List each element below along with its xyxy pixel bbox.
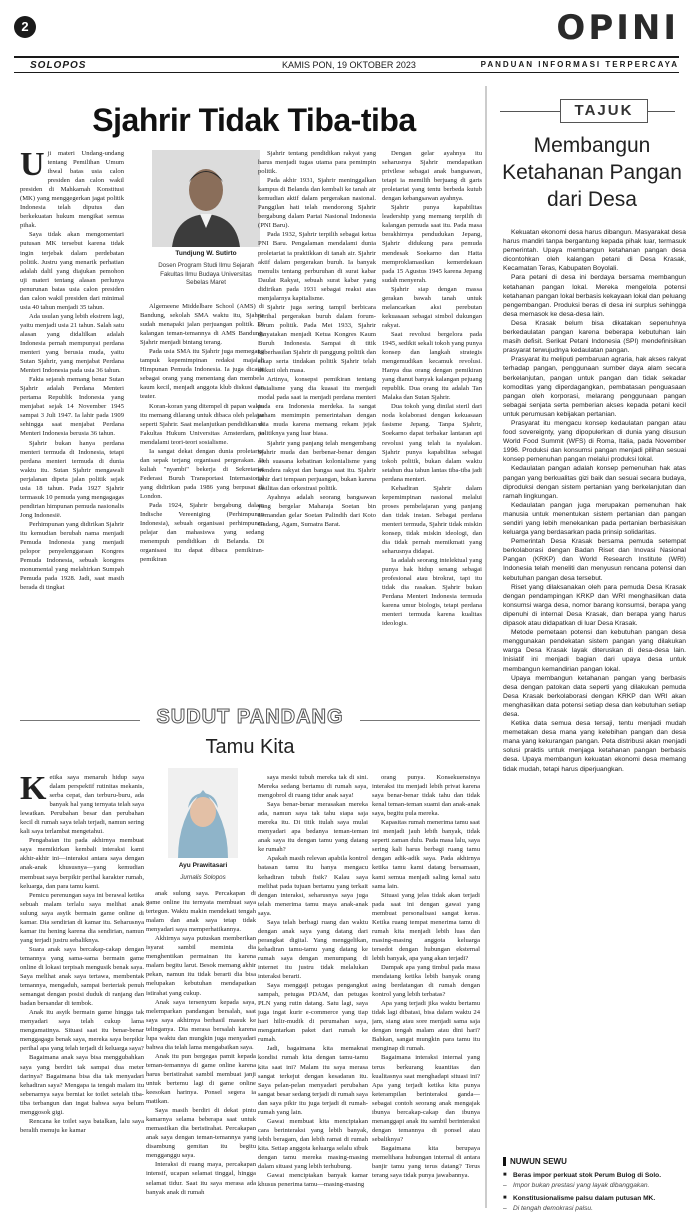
- paragraph: Pada 1924, Sjahrir bergabung dalam Indische Vereeniging (Perhimpunan Indonesia), sebuah organisasi perhimpunan pelajar dan mahasiswa yang sedang menempuh pendidikan di Belanda. Di organisasi itu dapat dibaca pemikiran-pemikiran: [140, 502, 264, 564]
- paragraph: Suara anak saya bercakap-cakap dengan temannya yang sama-sama bermain game online di lokasi terpisah mengusik benak saya. Saya melihat anak saya tertawa, membentak temannya, mengaduh, sampai berteriak penuh semangat dengan posisi duduk di ranjang dan badan bersandar di tembok.: [20, 945, 144, 1008]
- paragraph: Sjahrir juga sering tampil berbicara perihal pergerakan buruh dalam forum-forum politik. Pada Mei 1933, Sjahrir dinyatakan menjadi Ketua Kongres Kaum Buruh Indonesia. Sampai di titik keberhasilan Sjahrir di panggung politik dan sikap serta tindakan politik Sjahrir telah diikuti oleh masa.: [258, 303, 376, 375]
- paragraph: Saya telah berbagi ruang dan waktu dengan anak saya yang datang dari perangkat digital. Yang menggelikan, kehadiran tamu-tamu yang datang ke rumah saya dengan menumpang di internet itu justru tidak melalukan interaksi berarti.: [258, 918, 368, 981]
- paragraph: Ketika data semua desa tersaji, tentu menjadi mudah memetakan desa mana yang kelebihan pangan dan desa mana yang kekurangan pangan. Peta distribusi akan menjadi solusi praktis untuk menjaga ketahanan pangan berbasis desa. Upaya membangun kekuatan ekonomi desa memang tidak mudah, tetapi harus diperjuangkan.: [503, 720, 686, 773]
- nuwun-news-1: ■ Beras impor perkuat stok Perum Bulog di Solo.: [503, 1172, 683, 1179]
- paragraph: anak sulung saya. Percakapan di game online itu ternyata membuat saya tertegun. Waktu makin mendekati tengah malam dan anak saya tetap tidak menyadari saya memperhatikannya.: [146, 890, 256, 934]
- paragraph: Kedaulatan pangan juga merupakan pemenuhan hak manusia untuk menentukan sistem pertanian dan pangan sendiri yang lebih menekankan pada pertanian berbasiskan keluarga yang berdasarkan pada prinsip solidaritas.: [503, 501, 686, 537]
- opinion-column-2: [146, 889, 256, 1207]
- paragraph: Situasi yang jelas tidak akan terjadi pada saat ini dengan gawai yang membuat personalisasi sangat keras. Ketika ruang tempat menerima tamu di rumah kita menjadi lebih luas dan masing-masing anggota keluarga tersedot dengan hubungan eksternal lebih banyak, apa yang akan terjadi?: [372, 891, 480, 962]
- paragraph: Saya tidak akan mengomentari putusan MK tersebut karena tidak ingin terjebak dalam perdebatan politik. Justru yang menarik perhatian adalah dalil yang diajukan pemohon uji materi tentang alasan perlunya penurunan batas usia calon presiden dan calon wakil presiden dari minimal usia 40 tahun menjadi 35 tahun.: [20, 231, 124, 311]
- sudut-rule-right: [360, 720, 480, 721]
- paragraph: Prasyarat itu mengacu konsep kedaulatan pangan atau food sovereignty, yang dipopulerkan di dunia yang disusun World Food Summit (WFS) di Roma, Italia, pada November 1996. Produksi dan konsumsi pangan menjadi pilihan sesuai konsep pemenuhan pangan melalui produksi lokal.: [503, 419, 686, 464]
- drop-cap: K: [20, 773, 47, 807]
- page-header: [0, 0, 693, 70]
- paragraph: Anak itu pun bergegas pamit kepada teman-temannya di game online karena harus beristirahat sambil membuat janji untuk bertemu lagi di game online keesokan harinya. Ponsel segera ia matikan.: [146, 1052, 256, 1106]
- paragraph: Bagaimana interaksi internal yang terus berkurang kuantitas dan kualitasnya saat menghadapi situasi ini? Apa yang terjadi ketika kita punya keterampilan berinteraksi ganda—sebagai contoh seorang anak mengajak ibunya bercakap-cakap dan ibunya menanggapi anak itu sambil berinteraksi dengan temannya di ponsel atau sebaliknya?: [372, 1054, 480, 1143]
- paragraph: Gawai membuat kita menciptakan cara berinteraksi yang lebih banyak, lebih beragam, dan lebih ramai di rumah kita. Setiap anggota keluarga selalu sibuk dengan tamu mereka masing-masing dalam situasi yang lebih terhubung.: [258, 1117, 368, 1171]
- paragraph: Gawai menciptakan banyak kamar khusus penerima tamu—masing-masing: [258, 1172, 368, 1189]
- paragraph: Pada usia SMA itu Sjahrir juga memegang tampuk kepemimpinan redaksi majalah Himpunan Pemuda Indonesia. Ia juga dicatat sebagai orang yang menentang dan membela kaum kecil, menjadi anggota klub diskusi dan teater.: [140, 348, 264, 401]
- paragraph: Ayahnya adalah seorang bangsawan yang bergelar Maharaja Soetan bin Lemandan gelar Soetan Palindih dari Koto Gadang, Agam, Sumatra Barat.: [258, 493, 376, 528]
- tajuk-label: TAJUK: [560, 99, 648, 123]
- paragraph: Riset yang dilaksanakan oleh para pemuda Desa Krasak dengan pendampingan KRKP dan WRI menghasilkan data konsumsi warga desa, nomor barang konsumsi, berapa yang dipenuhi di internal Desa Krasak, dan berapa yang harus dipasok atau didapatkan di luar Desa Krasak.: [503, 583, 686, 628]
- paragraph: Pemicu perenungan saya ini berawal ketika sebuah malam terlalu saya melihat anak sulung saya asyik bermain game online di kamar. Dia sendirian di kamar itu. Seharusnya kamar itu hening karena dia sendirian, namun yang terjadi justru sebaliknya.: [20, 891, 144, 944]
- columnist-name: Ayu Prawitasari: [178, 862, 228, 869]
- opinion-column-3: [258, 773, 368, 1207]
- paragraph: Pada 1932, Sjahrir terpilih sebagai ketua PNI Baru. Pengalaman mendalami dunia proletariat ia praktikkan di tanah air. Sjahrir aktif dalam pergerakan buruh. Ia banyak menulis tentang perburuhan di surat kabar Daulat Rakyat, sebuah surat kabar yang didirikan pada 1931 sebagai reaksi atas menjalarnya kapitalisme.: [258, 231, 376, 302]
- article-column-1: [20, 149, 124, 666]
- newspaper-logo: SOLOPOS: [30, 60, 87, 71]
- columnist-photo: [168, 768, 238, 858]
- paragraph: saya meski tubuh mereka tak di sini. Mereka sedang bertamu di rumah saya, mengobrol di ruang tidur anak saya!: [258, 774, 368, 800]
- section-title: OPINI: [556, 8, 679, 48]
- paragraph: Akhirnya saya putuskan memberikan isyarat sambil meminta dia menghentikan permainan itu karena malam begitu larut. Besok memang akhir pekan, namun itu tidak berarti dia bisa melupakan kebutuhan mendapatkan istirahat yang cukup.: [146, 935, 256, 997]
- columnist-portrait-icon: [168, 768, 238, 858]
- drop-cap: U: [20, 149, 45, 183]
- paragraph: Kapasitas rumah menerima tamu saat ini menjadi jauh lebih banyak, tidak seperti zaman dulu. Pada masa lalu, saya sering kali harus berbagi ruang tamu dengan adik-adik saya. Pada akhirnya ketika tamu kami datang bersamaan, kami semua menjadi saling kenal satu sama lain.: [372, 819, 480, 890]
- sidebar-divider: [485, 86, 487, 1208]
- header-rule-top: [14, 56, 679, 58]
- article-column-4: [382, 149, 482, 666]
- paragraph: Para petani di desa ini berdaya bersama membangun ketahanan pangan lokal. Mereka mengelola potensi ketahanan pangan lokal berbasis kekayaan lokal dan peluang pengembangan. Produksi beras di desa ini surplus sehingga desa memasok ke desa-desa lain.: [503, 274, 686, 318]
- paragraph: Metode pemetaan potensi dan kebutuhan pangan desa menggunakan pendekatan sistem pangan yang dilakukan warga Desa Krasak layak diteruskan di desa-desa lain. Inisiatif ini menjadi bagian dari upaya desa untuk membangun kemandirian pangan lokal.: [503, 629, 686, 673]
- editorial-body: [503, 228, 686, 1173]
- paragraph: Algemeene Middelbare School (AMS) di Bandung, sekolah SMA waktu itu, Sjahrir sudah menapaki jalan perjuangan politik. Di kalangan teman-temannya di AMS Bandung, Sjahrir menjadi bintang terang.: [140, 303, 264, 347]
- paragraph: Upaya membangun ketahanan pangan yang berbasis desa dengan patokan data seperti yang dilakukan pemuda Desa Krasak berkolaborasi dengan KRKP dan WRI akan menghasilkan data potensi setiap desa dan kebutuhan setiap desa.: [503, 674, 686, 718]
- paragraph: Fakta sejarah memang benar Sutan Sjahrir adalah Perdana Menteri pertama Republik Indonesia yang menjabat sejak 14 November 1945 sampai 3 Juli 1947. Ia lahir pada 1909 sehingga saat menjabat Perdana Menteri Indonesia berusia 36 tahun.: [20, 376, 124, 438]
- paragraph: Prasyarat itu meliputi pembaruan agraria, hak akses rakyat terhadap pangan, penggunaan sumber daya alam secara berkelanjutan, pangan untuk pangan dan tidak sekadar komoditas yang diperdagangkan, pembatasan penguasaan pangan oleh korporasi, melarang penggunaan pangan sebagai senjata serta pemberian akses kepada petani kecil untuk perumusan kebijakan pertanian.: [503, 356, 686, 418]
- paragraph: etika saya menaruh hidup saya dalam perspektif rutinitas mekanis, serba cepat, dan terburu-buru, ada banyak hal yang ternyata telah saya lewatkan. Perubahan besar dan perubahan kecil di rumah saya telah terjadi, namun sering kali saya terlambat mengetahui.: [20, 774, 144, 836]
- paragraph: Pada akhir 1931, Sjahrir meninggalkan kampus di Belanda dan kembali ke tanah air kemudian aktif dalam pergerakan nasional. Panggilan hati telah mendorong Sjahrir bergabung dalam Partai Nasional Indonesia (PNI Baru).: [258, 177, 376, 230]
- article-column-3: [258, 149, 376, 666]
- paragraph: Kedaulatan pangan adalah konsep pemenuhan hak atas pangan yang berkualitas gizi baik dan sesuai secara budaya, diproduksi dengan sistem pertanian yang berkelanjutan dan ramah lingkungan.: [503, 465, 686, 500]
- paragraph: orang punya. Konsekuensinya interaksi itu menjadi lebih privat karena saya benar-benar tidak tahu dan tidak kenal teman-teman suami dan anak-anak saya, begitu pula mereka.: [372, 774, 480, 818]
- paragraph: Saat revolusi bergelora pada 1945, sedikit sekali tokoh yang punya konsep dan langkah strategis mengemudikan kecamuk revolusi. Hanya dua orang dengan pemikiran yang dianut banyak kalangan pejuang republik. Dua orang itu adalah Tan Malaka dan Sutan Sjahrir.: [382, 330, 482, 402]
- author-role: Dosen Program Studi Ilmu Sejarah Fakultas Ilmu Budaya Universitas Sebelas Maret: [158, 262, 254, 286]
- paragraph: Dampak apa yang timbul pada masa mendatang ketika lebih banyak orang asing berdatangan di rumah dengan kontrol yang lebih terbatas?: [372, 963, 480, 999]
- paragraph: Desa Krasak belum bisa dikatakan sepenuhnya berkedaulatan pangan karena beberapa kebutuhan lain masih defisit. Serikat Petani Indonesia (SPI) mendefinisikan prasyarat terwujudnya kedaulatan pangan.: [503, 319, 686, 355]
- paragraph: Ia sangat dekat dengan dunia proletariat dan sepak terjang organisasi pergerakan. Ia kuliah "nyambi" bekerja di Sekretariat Federasi Buruh Transportasi Internasional yang didirikan pada 1986 yang berpusat di London.: [140, 447, 264, 500]
- section-label: SUDUT PANDANG: [156, 706, 344, 728]
- paragraph: Anak itu asyik bermain game hingga tak menyadari saya telah cukup lama mengamatinya. Situasi saat itu benar-benar menggagagu benak saya, mereka saya berpikir perihal apa yang telah terjadi di keluarga saya?: [20, 1009, 144, 1053]
- header-rule-bottom: [14, 72, 679, 73]
- author-portrait-icon: [152, 150, 260, 247]
- paragraph: Sjahrir siap dengan massa gerakan bawah tanah untuk melancarkan aksi perebutan kekuasaan sebagai simbol dukungan rakyat.: [382, 285, 482, 329]
- paragraph: Koran-koran yang ditempel di papan waktu itu memang dilarang untuk dibaca oleh pelajar seperti Sjahrir. Saat melanjutkan pendidikan di Fakultas Hukum Universitas Amsterdam, ia mendalami teori-teori sosialisme.: [140, 402, 264, 446]
- paragraph: Saya masih berdiri di dekat pintu kamarnya selama beberapa saat untuk memastikan dia beristirahat. Percakapan anak saya dengan teman-temannya yang disambung gemitan itu begitu mengganggu saya.: [146, 1107, 256, 1160]
- paragraph: Bagaimana anak saya bisa menggubahkan saya yang berdiri tak sampai dua meter darinya? Bagaimana bisa dia tak menyadari kehadiran saya? Mengapa ia tengah malam itu sebenarnya saya berniat ke toilet setelah tiba-tiba terbangun dan ingat bahwa saya belum menggosok gigi.: [20, 1054, 144, 1116]
- opinion-column-1: [20, 773, 144, 1203]
- paragraph: Interaksi di ruang maya, percakapan intensif, ucapan selamat tinggal, hingga selamat tidur. Saat itu saya merasa ada banyak anak di rumah: [146, 1161, 256, 1196]
- paragraph: Dengan gelar ayahnya itu seharusnya Sjahrir mendapatkan privilese sebagai anak bangsawan, tetapi ia memilih berjuang di garis proletariat yang tentu berbeda kutub dengan kebangsawan ayahnya.: [382, 150, 482, 203]
- paragraph: Ia adalah seorang intelektual yang punya hak hidup senang sebagai profesional atau birokrat, tapi itu tidak dia rasakan. Sjahrir bukan Perdana Menteri Indonesia termuda karena umur biologis, tetapi perdana menteri termuda karena kualitas ideologis.: [382, 557, 482, 628]
- tagline: PANDUAN INFORMASI TERPERCAYA: [480, 60, 679, 69]
- article-column-2: [140, 302, 264, 666]
- paragraph: Perhimpunan yang didirikan Sjahrir itu kemudian berubah nama menjadi Pemuda Indonesia yang menjadi pelopor penyelenggaraan Kongres Pemuda Indonesia, sebuah kongres monumental yang melahirkan Sumpah Pemuda pada 1928. Jadi, saat masih berada di tingkat: [20, 520, 124, 592]
- issue-date: KAMIS PON, 19 OKTOBER 2023: [282, 60, 416, 70]
- paragraph: Sjahrir yang panjang telah mengembang Sjahrir muda dan berbenar-benar dengan oleh suasana kebatinan kolonialisme yang mendera rakyat dan bangsa saat itu. Sjahrir lahir dari tempaan perjuangan, bukan karena fasilitas dan orkestrasi politik.: [258, 439, 376, 492]
- editorial-title: Membangun Ketahanan Pangan dari Desa: [502, 134, 682, 211]
- nuwun-remark-1: – Impor bukan prestasi yang layak dibanggakan.: [513, 1182, 683, 1189]
- paragraph: Artinya, konsepsi pemikiran tentang sosialisme yang dia kuasai itu menjadi modal pada saat ia menjadi perdana menteri pada era Indonesia merdeka. Ia sangat paham memimpin pemerintahan dengan usia muda karena memang rekam jejak politiknya yang luar biasa.: [258, 376, 376, 438]
- paragraph: Saya benar-benar merasakan mereka ada, namun saya tak tahu siapa saja mereka itu. Di titik itulah saya mulai menyadari apa bedanya teman-teman anak saya itu dengan tamu yang datang ke rumah?: [258, 801, 368, 854]
- paragraph: Pengabaian itu pada akhirnya membuat saya memikirkan kembali interaksi kami akhir-akhir ini—interaksi antara saya dengan anak-anak khususnya—yang kemudian membuat saya berpikir perihal karakter rumah, keluarga, dan para tamu kami.: [20, 837, 144, 890]
- paragraph: Apa yang terjadi jika waktu bertamu tidak lagi dibatasi, bisa dalam waktu 24 jam, siang atau sore menjadi sama saja dengan tengah malam atau dini hari? Bahkan, sangat mungkin para tamu itu menginap di rumah.: [372, 1000, 480, 1053]
- paragraph: Saya menggaji petugas pengangkut sampah, petugas PDAM, dan petugas PLN yang rutin datang. Satu lagi, saya juga ingat kurir e-commerce yang tiap hari hilir-mudik di perumahan saya, mengantarkan paket dari rumah ke rumah.: [258, 982, 368, 1044]
- author-photo: [152, 150, 260, 247]
- paragraph: Anak saya tersenyum kepada saya, melemparkan pandangan bersalah, saat saya saya akhirnya berhasil masuk ke telinganya. Dia merasa bersalah karena lupa waktu dan mungkin juga menyadari bahwa dia telah lama mengabaikan saya.: [146, 998, 256, 1051]
- paragraph: Kekuatan ekonomi desa harus dibangun. Masyarakat desa harus mandiri tanpa bergantung kepada pihak luar, termasuk pemerintah. Upaya membangun ketahanan pangan desa dicontohkan oleh kalangan petani di Desa Krasak, Kecamatan Teras, Kabupaten Boyolali.: [503, 229, 686, 273]
- paragraph: Pemerintah Desa Krasak bersama pemuda setempat berkolaborasi dengan Badan Riset dan Inovasi Nasional Pangan (KRKP) dan World Research Institute (WRI) Indonesia telah meneliti dan menyusun rencana potensi dan kebutuhan pangan desa tersebut.: [503, 538, 686, 582]
- sudut-rule-left: [20, 720, 140, 721]
- paragraph: Ada usulan yang lebih ekstrem lagi, yaitu menjadi usia 21 tahun. Salah satu alasan yang didalilkan adalah Indonesia pernah mempunyai perdana menteri yang berusia muda, yaitu Sutan Sjahrir, yang menjabat Perdana Menteri Indonesia pada usia 36 tahun.: [20, 312, 124, 375]
- paragraph: Apakah masih relevan apabila kontrol batasan tamu itu hanya mengacu kehadiran tubuh fisik? Kalau saya melihat pada tujuan bertamu yang terkait dengan interaksi, seharusnya saya juga telah menerima tamu maya anak-anak saya.: [258, 855, 368, 917]
- paragraph: Jadi, bagaimana kita memaknai kondisi rumah kita dengan tamu-tamu kita saat ini? Malam itu saya merasa sangat terkejut dengan kesadaran itu. Saya pelan-pelan menyadari perubahan sangat besar sedang terjadi di rumah saya dan saya pikir itu juga terjadi di rumah-rumah yang lain.: [258, 1045, 368, 1116]
- nuwun-news-2: ■ Konstitusionalisme palsu dalam putusan MK.: [503, 1195, 683, 1202]
- article-headline: Sjahrir Tidak Tiba-tiba: [92, 102, 416, 138]
- paragraph: Bagaimana kita berupaya memelihara hubungan internal di antara banjir tamu yang terus datang? Terus terang saya tidak punya jawabannya.: [372, 1144, 480, 1180]
- nuwun-remark-2: – Di tengah demokrasi palsu.: [513, 1205, 683, 1212]
- paragraph: Kehadiran Sjahrir dalam kepemimpinan nasional melalui proses pembelajaran yang panjang dan tidak instan. Sebagai perdana menteri termuda, Sjahrir tidak miskin konsep, tidak miskin ideologi, dan dia tidak pernah memikmati yang seharusnya didapat.: [382, 484, 482, 556]
- paragraph: Sjahrir punya kapabilitas leadership yang memang terpilih di kalangan pemuda saat itu. Pada masa berakhirnya pendudukan Jepang, Sjahrir didukung para pemuda mendesak Soekarno dan Hatta memproklamasikan kemerdekaan pada 15 Agustus 1945 karena Jepang sudah menyerah.: [382, 204, 482, 284]
- columnist-role: Jurnalis Solopos: [180, 874, 226, 881]
- nuwun-sewu-box: [503, 1157, 683, 1213]
- paragraph: Rencana ke toilet saya batalkan, lalu saya beralih menuju ke kamar: [20, 1117, 144, 1134]
- paragraph: ji materi Undang-undang tentang Pemilihan Umum ihwal batas usia calon presiden dan calon wakil presiden di Mahkamah Konstitusi (MK) yang menggegerkan jagat politik Indonesia telah diputus dan berkekuatan hukum mengikat semua pihak.: [20, 150, 124, 230]
- page-number: 2: [14, 16, 36, 38]
- nuwun-sewu-heading: NUWUN SEWU: [503, 1157, 683, 1166]
- opinion-title: Tamu Kita: [205, 736, 295, 758]
- author-name: Tundjung W. Sutirto: [175, 250, 237, 257]
- paragraph: Sjahrir tentang pendidikan rakyat yang harus menjadi tugas utama para pemimpin politik.: [258, 150, 376, 176]
- paragraph: Sjahrir bukan hanya perdana menteri termuda di Indonesia, tetapi perdana menteri termuda di dunia waktu itu. Sutan Sjahrir mengawali perjalanan dipeta jalan politik sejak usia 18 tahun. Pada 1927 Sjahrir termasuk 10 pemuda yang mengagagas pendirian himpunan pemuda nasionalis Jong Indonesië.: [20, 439, 124, 519]
- paragraph: Dua tokoh yang dinilai steril dari noda kolaborasi dengan kekuasaan fasisme Jepang. Tanpa Sjahrir, Soekarno dapat terbakar lantaran api revolusi yang telah ia nyalakan. Sjahrir punya kapabilitas sebagai tokoh politik, bukan dalam waktu setahun dua tahun lantas tiba-tiba jadi perdana menteri.: [382, 403, 482, 483]
- opinion-column-4: [372, 773, 480, 1207]
